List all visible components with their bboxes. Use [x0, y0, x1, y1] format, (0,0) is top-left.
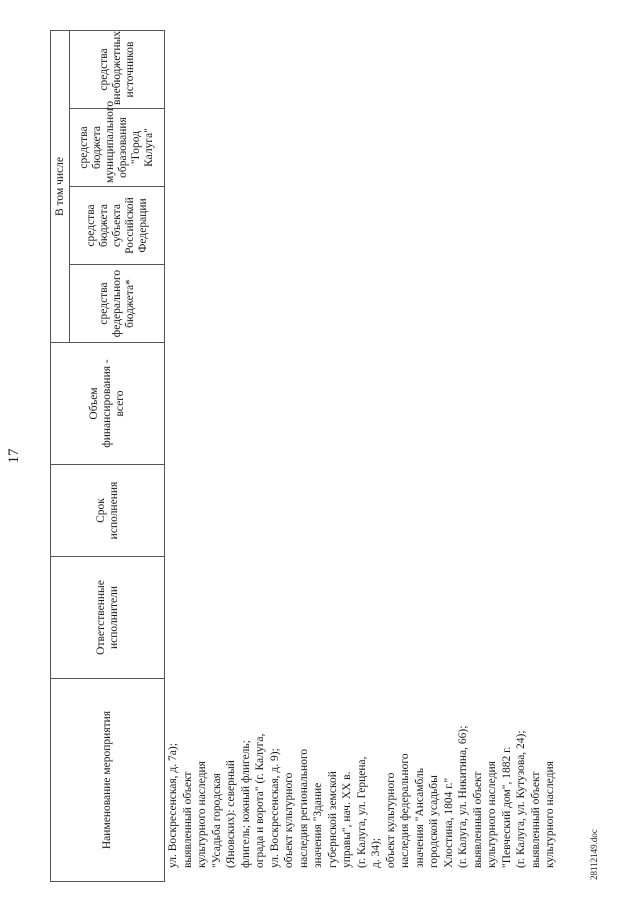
header-responsible: Ответственные исполнители	[51, 557, 165, 679]
header-subject: средства бюджета субъекта Российской Федерации	[70, 187, 165, 265]
header-term: Срок исполнения	[51, 465, 165, 557]
measure-text: ул. Воскресенская, д. 7а); выявленный объект культурного наследия "Усадьба городская (Яновских): северный флигель; южный флигель; ограда и ворота" (г. Калуга, ул. Воскресенская, д. 9); объект культурного наследия регионального значения "Здание губернской земской управы", нач. XX в. (г. Калуга, ул. Герцена, д. 34); объект культурного наследия федерального значения "Ансамбль городской усадьбы Хлостина, 1804 г." (г. Калуга, ул. Никитина, 66); выявленный объект культурного наследия "Певческий дом", 1882 г. (г. Калуга, ул. Кутузова, 24); выявленный объект культурного наследия	[167, 725, 556, 868]
table-header-area	[50, 30, 165, 882]
footer-filename: 28112149.doc	[589, 829, 599, 880]
header-municipal: средства бюджета муниципального образования "Город Калуга"	[70, 109, 165, 187]
header-federal: средства федерального бюджета*	[70, 265, 165, 343]
header-name: Наименование мероприятия	[51, 679, 165, 882]
header-volume: Объем финансирования - всего	[51, 343, 165, 465]
table-header	[50, 30, 165, 882]
header-extrabudget: средства внебюджетных источников	[70, 31, 165, 109]
page-number: 17	[6, 448, 22, 464]
header-group: В том числе	[51, 31, 70, 343]
